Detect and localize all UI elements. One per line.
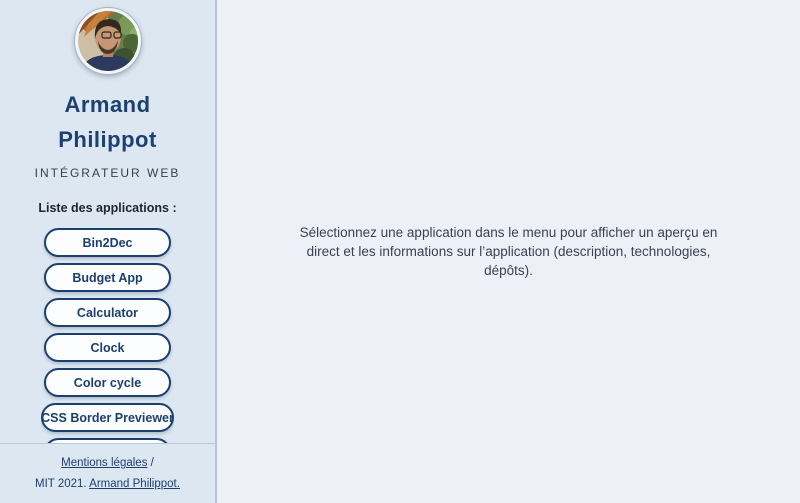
author-link[interactable]: Armand Philippot. bbox=[89, 478, 180, 491]
owner-last-name: Philippot bbox=[58, 127, 157, 152]
sidebar bbox=[0, 0, 217, 503]
app-button-clock[interactable]: Clock bbox=[44, 333, 171, 362]
job-title: INTÉGRATEUR WEB bbox=[34, 166, 181, 180]
legal-notice-link[interactable]: Mentions légales bbox=[61, 457, 148, 470]
app-button-calculator[interactable]: Calculator bbox=[44, 298, 171, 327]
app-button-bin2dec[interactable]: Bin2Dec bbox=[44, 228, 171, 257]
apps-nav bbox=[41, 228, 174, 443]
apps-list-label: Liste des applications : bbox=[38, 201, 177, 215]
avatar bbox=[75, 8, 141, 74]
placeholder-message: Sélectionnez une application dans le menu pour afficher un aperçu en direct et les informations sur l’application (description, technologies, dépôts). bbox=[299, 225, 718, 278]
license-text: MIT 2021. bbox=[35, 478, 87, 491]
avatar-photo bbox=[78, 11, 138, 71]
owner-first-name: Armand bbox=[64, 92, 151, 117]
app-button-css-border-previewer[interactable]: CSS Border Previewer bbox=[41, 403, 174, 432]
license-line bbox=[35, 478, 180, 490]
main-content bbox=[217, 0, 800, 503]
app-button-color-cycle[interactable]: Color cycle bbox=[44, 368, 171, 397]
footer-separator: / bbox=[150, 457, 154, 470]
app-button-budget-app[interactable]: Budget App bbox=[44, 263, 171, 292]
legal-line bbox=[61, 457, 154, 469]
sidebar-footer bbox=[0, 443, 215, 503]
site-owner-name bbox=[58, 87, 157, 157]
